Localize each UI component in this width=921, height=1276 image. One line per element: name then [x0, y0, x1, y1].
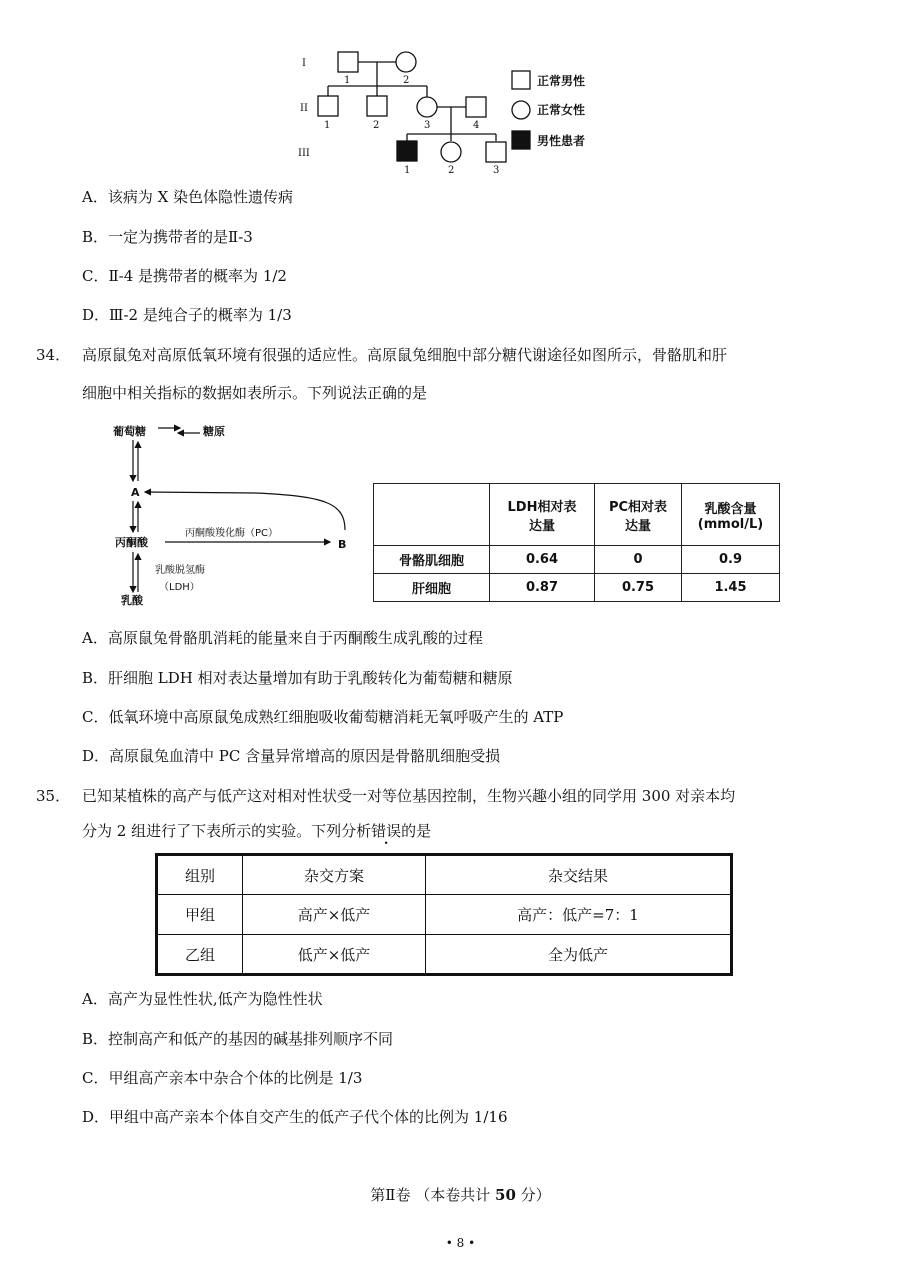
- label-ldh-enzyme-abbr: （LDH）: [159, 582, 200, 593]
- table-cell: 1.45: [682, 574, 780, 602]
- q34-table-header-ldh: LDH相对表 达量: [490, 484, 595, 546]
- q34-option-b: B．肝细胞 LDH 相对表达量增加有助于乳酸转化为葡萄糖和糖原: [82, 669, 513, 687]
- table-cell: 0.75: [595, 574, 682, 602]
- q35-option-b: B．控制高产和低产的基因的碱基排列顺序不同: [82, 1030, 394, 1048]
- q34-option-c: C．低氧环境中高原鼠兔成熟红细胞吸收葡萄糖消耗无氧呼吸产生的 ATP: [82, 708, 564, 726]
- label-pc-enzyme: 丙酮酸羧化酶（PC）: [185, 528, 279, 539]
- q34-table-header-pc: PC相对表 达量: [595, 484, 682, 546]
- node-b: B: [338, 538, 347, 551]
- gen-label-I: I: [302, 58, 306, 69]
- svg-text:1: 1: [344, 75, 351, 86]
- q34-data-table: [373, 483, 780, 602]
- legend-male-icon: [512, 71, 530, 89]
- node-a: A: [131, 486, 140, 499]
- gen-label-II: II: [300, 103, 308, 114]
- node-glycogen: 糖原: [203, 425, 225, 438]
- pedigree-I-1-male: [338, 52, 358, 72]
- table-row-label: 肝细胞: [374, 574, 490, 602]
- legend-affected-icon: [512, 131, 530, 149]
- q33-option-d: D．Ⅲ-2 是纯合子的概率为 1/3: [82, 306, 292, 324]
- q34-number: 34．: [36, 346, 71, 364]
- q34-option-d: D．高原鼠兔血清中 PC 含量异常增高的原因是骨骼肌细胞受损: [82, 747, 501, 765]
- q34-option-a: A．高原鼠兔骨骼肌消耗的能量来自于丙酮酸生成乳酸的过程: [82, 629, 483, 647]
- legend-affected-male: 男性患者: [537, 134, 586, 148]
- node-lactate: 乳酸: [121, 594, 143, 607]
- q35-option-a: A．高产为显性性状,低产为隐性性状: [82, 990, 323, 1008]
- q33-option-a: A．该病为 X 染色体隐性遗传病: [82, 188, 294, 206]
- table-cell: 高产×低产: [243, 895, 426, 935]
- svg-text:3: 3: [424, 120, 431, 131]
- q35-stem-line2: 分为 2 组进行了下表所示的实验。下列分析错误的是: [82, 822, 432, 840]
- pedigree-II-1-male: [318, 96, 338, 116]
- pedigree-III-3-male: [486, 142, 506, 162]
- q35-table-header-cross: 杂交方案: [243, 855, 426, 895]
- pedigree-chart: [290, 40, 610, 180]
- table-cell: 高产：低产=7：1: [426, 895, 732, 935]
- q33-option-b: B．一定为携带者的是Ⅱ-3: [82, 228, 253, 246]
- q35-table-header-group: 组别: [157, 855, 243, 895]
- pedigree-II-2-male: [367, 96, 387, 116]
- q35-data-table: [155, 853, 733, 976]
- q34-table-header-lactate: 乳酸含量 (mmol/L): [682, 484, 780, 546]
- section-title: 第Ⅱ卷 （本卷共计 50 分）: [370, 1186, 551, 1204]
- svg-text:3: 3: [493, 165, 500, 176]
- pedigree-III-1-affected-male: [397, 141, 417, 161]
- svg-text:2: 2: [373, 120, 380, 131]
- table-cell: 0.64: [490, 546, 595, 574]
- pedigree-II-3-female: [417, 97, 437, 117]
- page-number: • 8 •: [445, 1236, 476, 1250]
- pedigree-III-2-female: [441, 142, 461, 162]
- q33-option-c: C．Ⅱ-4 是携带者的概率为 1/2: [82, 267, 287, 285]
- table-cell: 0.9: [682, 546, 780, 574]
- q35-option-c: C．甲组高产亲本中杂合个体的比例是 1/3: [82, 1069, 363, 1087]
- q34-stem-line2: 细胞中相关指标的数据如表所示。下列说法正确的是: [82, 384, 428, 402]
- node-pyruvate: 丙酮酸: [115, 536, 148, 549]
- table-cell: 低产×低产: [243, 935, 426, 975]
- table-row-label: 乙组: [157, 935, 243, 975]
- q35-table-header-result: 杂交结果: [426, 855, 732, 895]
- table-cell: 0: [595, 546, 682, 574]
- q35-option-d: D．甲组中高产亲本个体自交产生的低产子代个体的比例为 1/16: [82, 1108, 508, 1126]
- pedigree-II-4-male: [466, 97, 486, 117]
- pedigree-I-2-female: [396, 52, 416, 72]
- table-cell: 全为低产: [426, 935, 732, 975]
- svg-text:1: 1: [404, 165, 411, 176]
- q34-table-header-blank: [374, 484, 490, 546]
- emphasis-word: 错误: [371, 822, 402, 840]
- gen-label-III: III: [298, 148, 310, 159]
- svg-text:1: 1: [324, 120, 331, 131]
- svg-text:2: 2: [403, 75, 410, 86]
- legend-female-icon: [512, 101, 530, 119]
- q35-number: 35．: [36, 787, 71, 805]
- table-row-label: 骨骼肌细胞: [374, 546, 490, 574]
- legend-normal-female: 正常女性: [537, 103, 586, 117]
- label-ldh-enzyme: 乳酸脱氢酶: [155, 565, 205, 576]
- table-row-label: 甲组: [157, 895, 243, 935]
- metabolism-diagram: [105, 418, 365, 613]
- q34-stem-line1: 高原鼠兔对高原低氧环境有很强的适应性。高原鼠兔细胞中部分糖代谢途径如图所示，骨骼肌和肝: [82, 346, 728, 364]
- svg-text:2: 2: [448, 165, 455, 176]
- table-cell: 0.87: [490, 574, 595, 602]
- legend-normal-male: 正常男性: [537, 74, 586, 88]
- svg-text:4: 4: [473, 120, 480, 131]
- q35-stem-line1: 已知某植株的高产与低产这对相对性状受一对等位基因控制，生物兴趣小组的同学用 300 对亲本均: [82, 787, 736, 805]
- node-glucose: 葡萄糖: [113, 425, 146, 438]
